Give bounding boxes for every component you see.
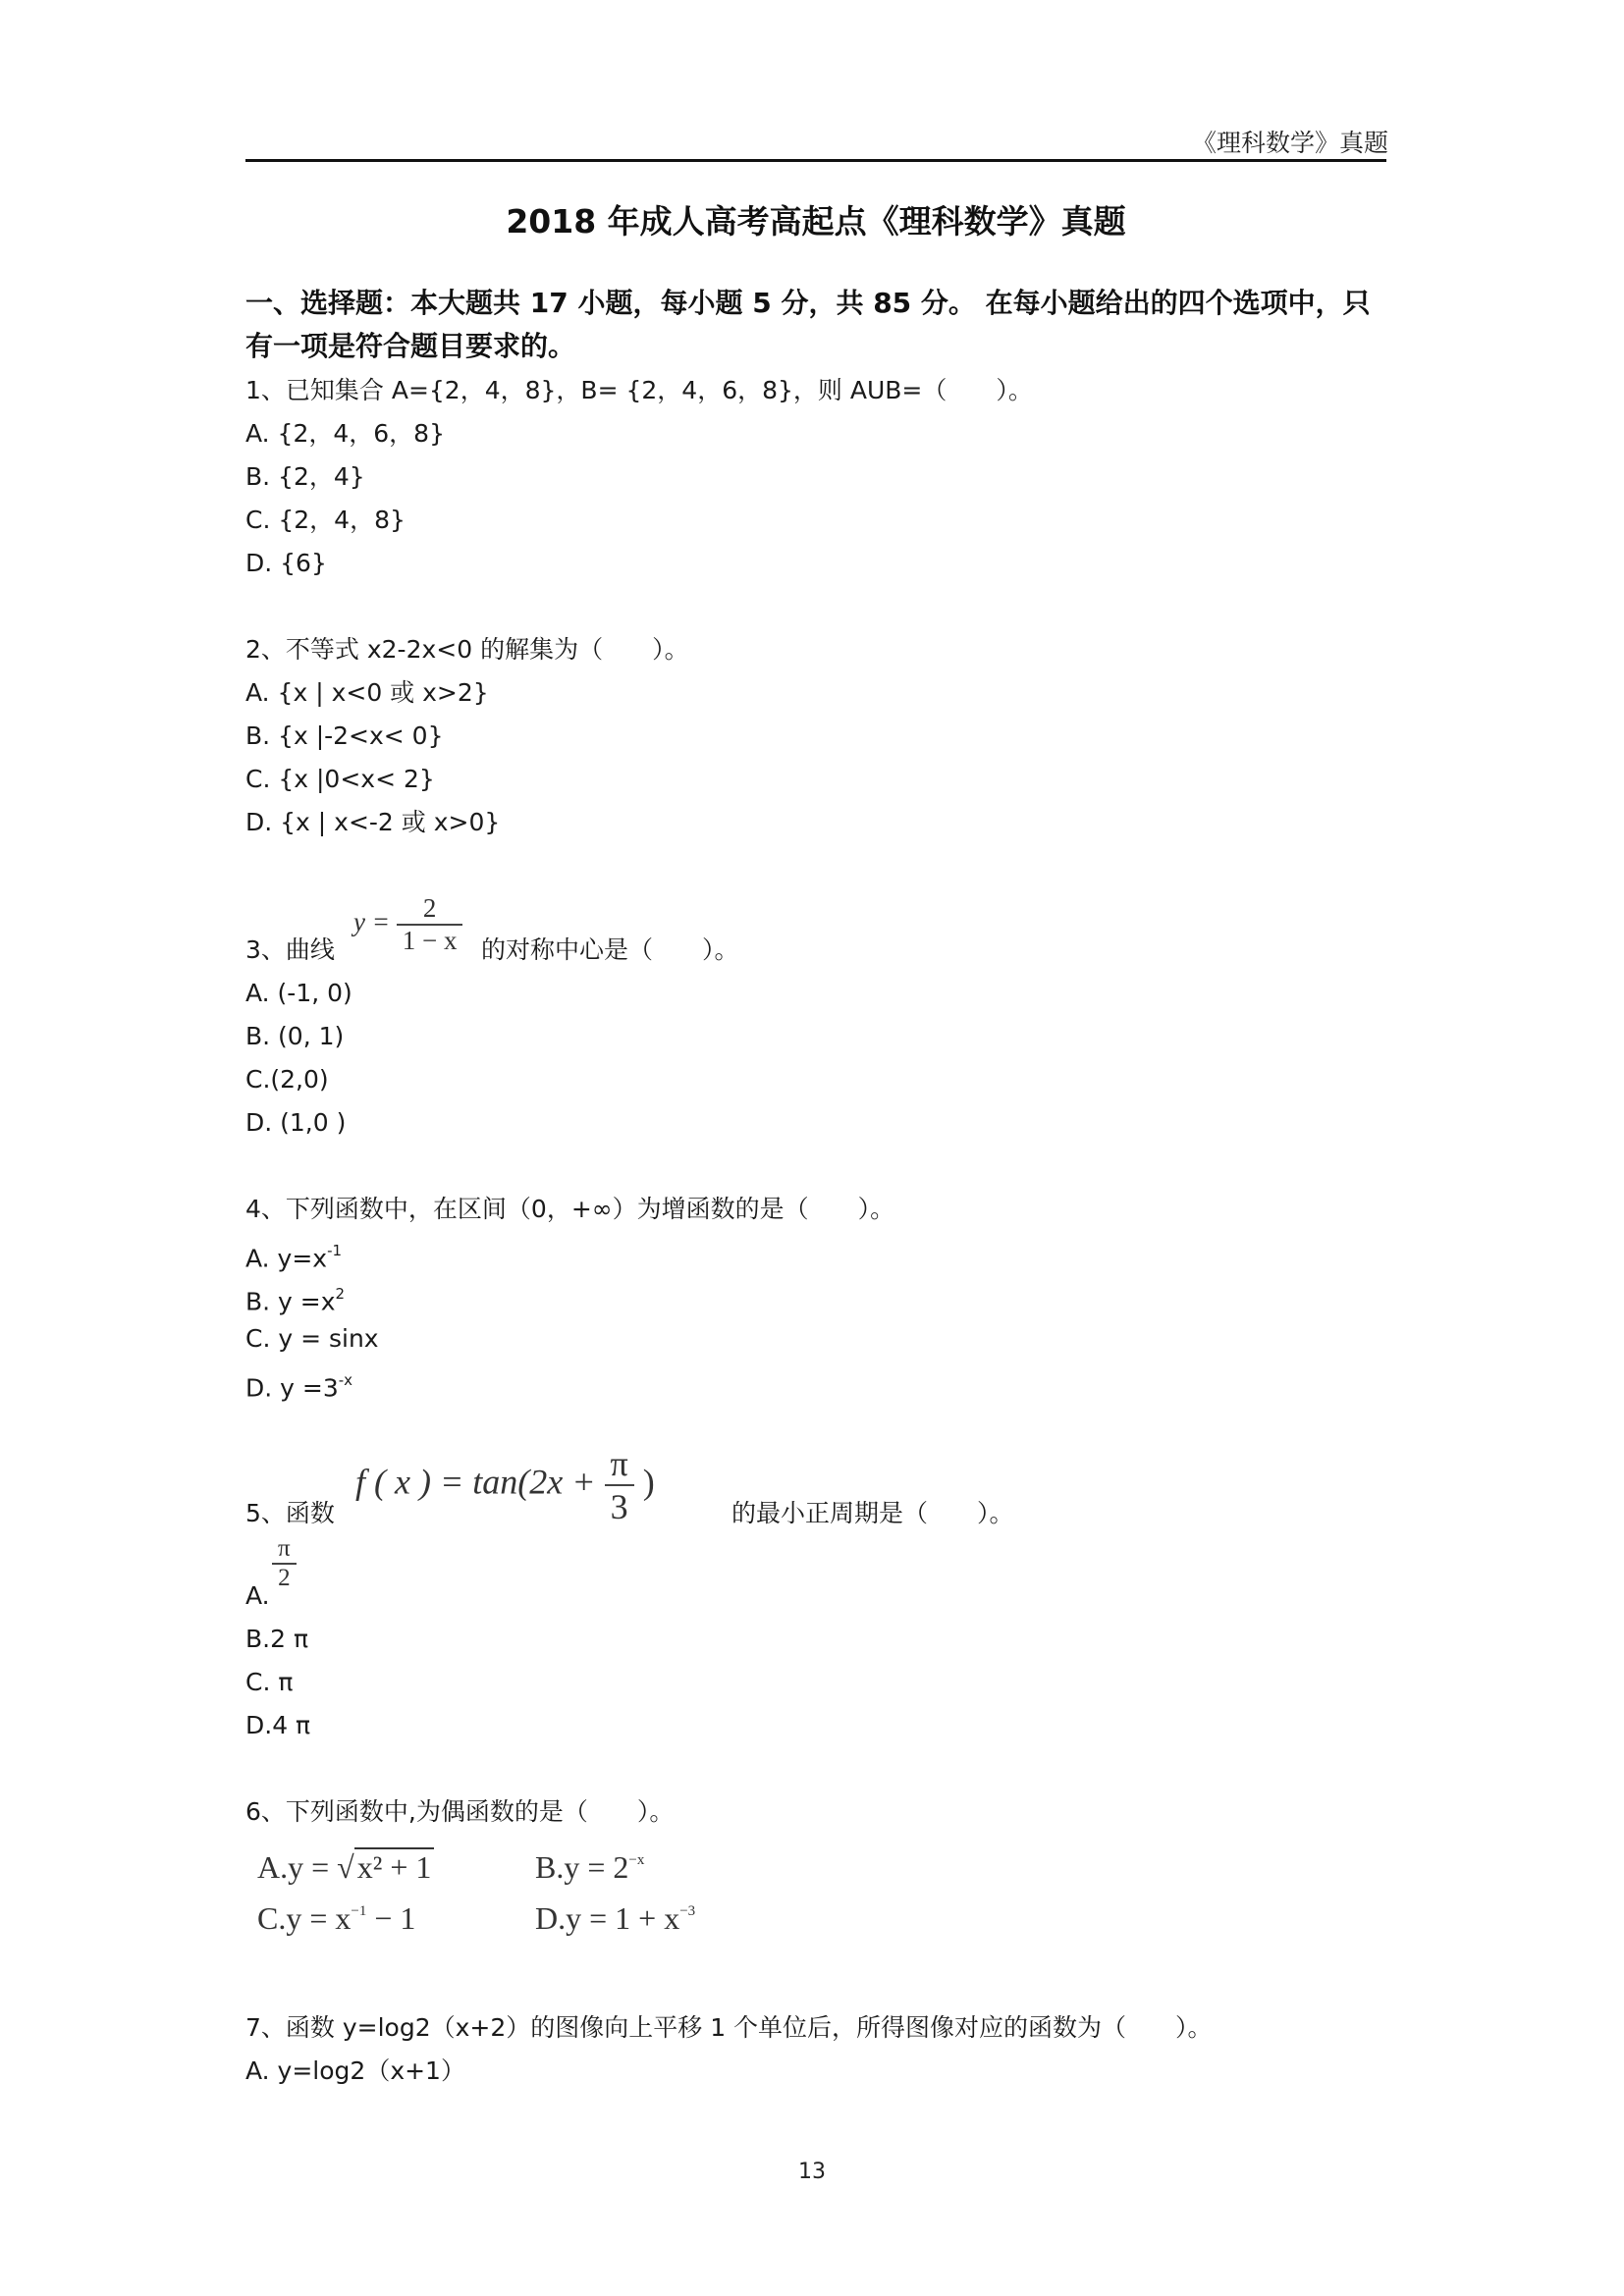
q4-option-d <box>245 1366 352 1404</box>
q1-option-c: C. {2，4，8} <box>245 506 406 534</box>
q4-option-d-base: D. y =3 <box>245 1373 339 1403</box>
q1-option-b: B. {2，4} <box>245 462 365 491</box>
q4-option-b-exponent: 2 <box>335 1285 346 1303</box>
q6-option-d-exponent: −3 <box>679 1903 696 1920</box>
q1-option-d: D. {6} <box>245 549 327 577</box>
q5-option-a-numerator: π <box>278 1535 291 1562</box>
q5-formula-close: ) <box>642 1462 655 1502</box>
q5-formula <box>355 1443 655 1527</box>
q5-option-a-fraction <box>272 1535 297 1592</box>
q1-option-a: A. {2，4，6，8} <box>245 419 445 448</box>
q5-formula-lhs: f ( x ) = tan(2x + <box>355 1462 596 1502</box>
q6-option-b-exponent: −x <box>628 1852 645 1869</box>
section-heading-line-1: 一、选择题：本大题共 17 小题，每小题 5 分，共 85 分。 在每小题给出的四个选项中，只 <box>245 287 1371 319</box>
running-header: 《理科数学》真题 <box>1191 129 1388 157</box>
page-number: 13 <box>798 2160 826 2184</box>
q4-option-a-exponent: -1 <box>327 1242 343 1259</box>
section-heading-line-2: 有一项是符合题目要求的。 <box>245 330 576 362</box>
q3-option-b: B. (0, 1) <box>245 1022 345 1050</box>
q6-option-d <box>535 1900 695 1937</box>
q5-formula-denominator: 3 <box>605 1484 634 1527</box>
q5-option-d: D.4 π <box>245 1711 311 1739</box>
q3-formula-lhs: y = <box>353 907 390 937</box>
q4-option-b <box>245 1280 345 1317</box>
q4-option-b-base: B. y =x <box>245 1287 336 1316</box>
q5-formula-numerator: π <box>610 1444 628 1483</box>
q3-formula-fraction <box>397 893 463 956</box>
q6-option-d-base: D.y = 1 + x <box>535 1900 680 1936</box>
section-heading <box>245 282 1386 368</box>
q3-formula <box>353 893 462 956</box>
q4-option-c: C. y = sinx <box>245 1324 379 1353</box>
q7-stem: 7、函数 y=log2（x+2）的图像向上平移 1 个单位后，所得图像对应的函数为（ ）。 <box>245 2013 1213 2042</box>
q2-option-c: C. {x |0<x< 2} <box>245 765 435 793</box>
q3-option-d: D. (1,0 ) <box>245 1108 347 1137</box>
q2-stem: 2、不等式 x2-2x<0 的解集为（ ）。 <box>245 635 689 664</box>
q4-option-a-base: A. y=x <box>245 1244 328 1273</box>
q4-option-a <box>245 1237 342 1274</box>
q2-option-d: D. {x | x<-2 或 x>0} <box>245 808 501 836</box>
q1-stem: 1、已知集合 A={2，4，8}，B= {2，4，6，8}，则 AUB=（ ）。 <box>245 376 1033 404</box>
q6-option-a <box>257 1849 434 1886</box>
q7-option-a: A. y=log2（x+1） <box>245 2056 465 2085</box>
q6-option-b <box>535 1849 644 1886</box>
q5-option-a-label: A. <box>245 1581 270 1610</box>
q5-option-c: C. π <box>245 1668 294 1696</box>
q5-formula-fraction <box>605 1443 634 1527</box>
q2-option-b: B. {x |-2<x< 0} <box>245 721 444 750</box>
q6-option-c <box>257 1900 415 1937</box>
q5-stem-suffix: 的最小正周期是（ ）。 <box>731 1499 1014 1527</box>
sqrt-symbol-icon: √ <box>337 1849 354 1885</box>
q3-option-c: C.(2,0) <box>245 1065 329 1094</box>
q6-option-c-exponent: −1 <box>351 1903 367 1920</box>
q6-stem: 6、下列函数中,为偶函数的是（ ）。 <box>245 1797 675 1826</box>
q4-stem: 4、下列函数中，在区间（0，+∞）为增函数的是（ ）。 <box>245 1195 895 1223</box>
q3-stem-prefix: 3、曲线 <box>245 935 335 964</box>
q3-formula-denominator: 1 − x <box>397 924 463 956</box>
q3-stem-suffix: 的对称中心是（ ）。 <box>481 935 739 964</box>
q3-formula-numerator: 2 <box>422 893 437 923</box>
q4-option-d-exponent: -x <box>338 1371 353 1389</box>
q6-option-a-prefix: A.y = <box>257 1849 330 1885</box>
q6-option-a-radicand: x² + 1 <box>354 1847 435 1885</box>
q2-option-a: A. {x | x<0 或 x>2} <box>245 678 489 707</box>
header-rule <box>245 159 1386 162</box>
q5-stem-prefix: 5、函数 <box>245 1499 335 1527</box>
q5-option-b: B.2 π <box>245 1625 309 1653</box>
q5-option-a-denominator: 2 <box>272 1563 297 1592</box>
q3-option-a: A. (-1, 0) <box>245 979 352 1007</box>
q6-option-b-base: B.y = 2 <box>535 1849 629 1885</box>
q6-option-c-tail: − 1 <box>366 1900 416 1936</box>
document-title: 2018 年成人高考高起点《理科数学》真题 <box>506 202 1126 240</box>
q6-option-c-base: C.y = x <box>257 1900 352 1936</box>
